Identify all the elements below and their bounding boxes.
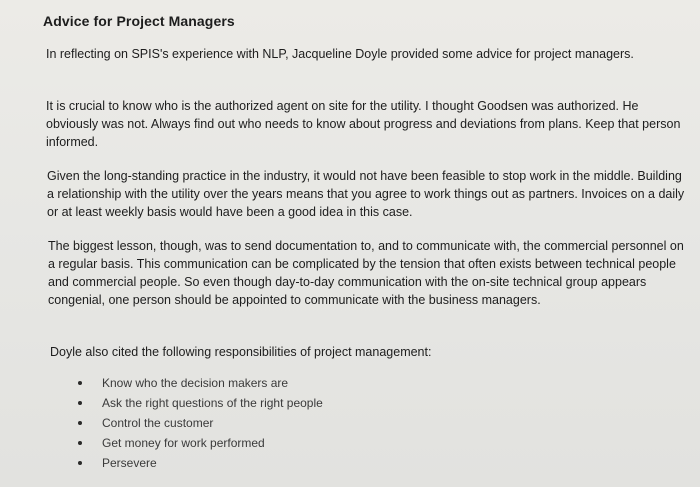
bullet-icon — [78, 401, 82, 405]
bullet-icon — [78, 421, 82, 425]
bullet-icon — [78, 381, 82, 385]
intro-paragraph: In reflecting on SPIS's experience with NLP, Jacqueline Doyle provided some advice for project managers. — [46, 47, 634, 61]
list-item — [76, 373, 323, 393]
list-item — [76, 393, 323, 413]
list-item-text: Ask the right questions of the right people — [102, 396, 323, 410]
list-item-text: Persevere — [102, 456, 157, 470]
document-title: Advice for Project Managers — [43, 13, 235, 29]
responsibilities-list — [76, 373, 323, 473]
list-item-text: Get money for work performed — [102, 436, 265, 450]
list-item — [76, 453, 323, 473]
authorized-agent-paragraph: It is crucial to know who is the authorized agent on site for the utility. I thought Goodsen was authorized. He obviously was not. Always find out who needs to know about progress and deviations from plans. Keep that person informed. — [46, 99, 681, 149]
list-item — [76, 433, 323, 453]
bullet-icon — [78, 461, 82, 465]
industry-practice-paragraph: Given the long-standing practice in the industry, it would not have been feasible to stop work in the middle. Building a relationship with the utility over the years means that you agree to work things out as partners. Invoices on a daily or at least weekly basis would have been a good idea in this case. — [47, 169, 685, 219]
list-item — [76, 413, 323, 433]
biggest-lesson-paragraph: The biggest lesson, though, was to send documentation to, and to communicate with, the commercial personnel on a regular basis. This communication can be complicated by the tension that often exists between technical people and commercial people. So even though day-to-day communication with the on-site technical group appears congenial, one person should be appointed to communicate with the business managers. — [48, 239, 684, 307]
bullet-icon — [78, 441, 82, 445]
list-item-text: Know who the decision makers are — [102, 376, 289, 390]
responsibilities-intro-paragraph: Doyle also cited the following responsibilities of project management: — [50, 345, 432, 359]
list-item-text: Control the customer — [102, 416, 214, 430]
